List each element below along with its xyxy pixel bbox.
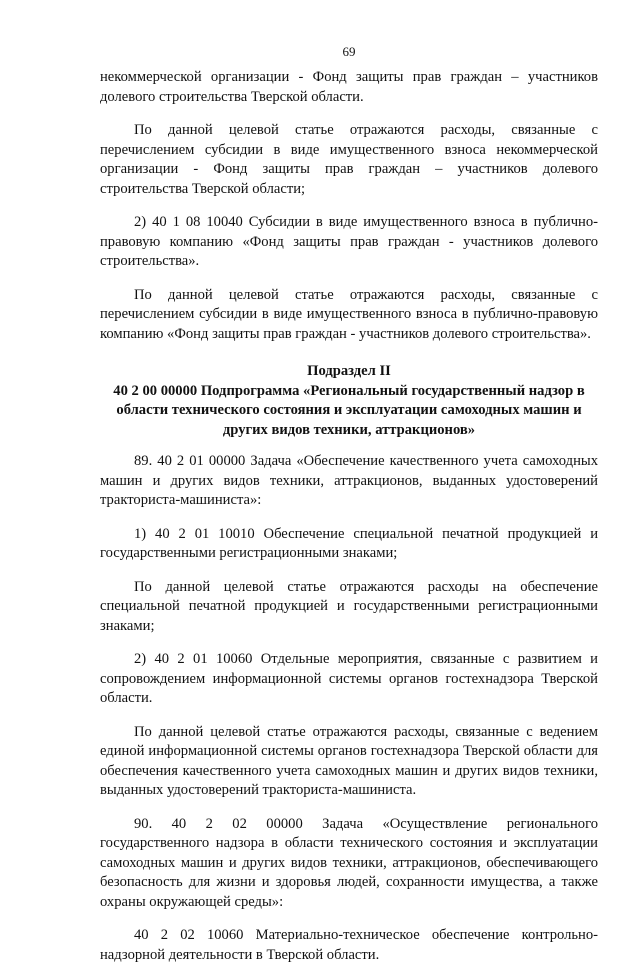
paragraph-task: 90. 40 2 02 00000 Задача «Осуществление регионального государственного надзора в области технического состояния и эксплуатации самоходных машин и других видов техники, аттракционов, обеспечивающего безопасность для жизни и здоровья людей, сохранности имущества, а также охраны окружающей среды»:: [100, 815, 598, 910]
page-number: 69: [342, 44, 356, 59]
paragraph: По данной целевой статье отражаются расходы, связанные с ведением единой информационной системы органов гостехнадзора Тверской области для обеспечения качественного учета самоходных машин и других видов техники, выданных удостоверений тракториста-машиниста.: [100, 723, 598, 798]
paragraph: По данной целевой статье отражаются расходы на обеспечение специальной печатной продукцией и государственными регистрационными знаками;: [100, 578, 598, 634]
subsection-title: Подраздел II: [307, 363, 391, 379]
paragraph-item: 1) 40 2 01 10010 Обеспечение специальной печатной продукцией и государственными регистрационными знаками;: [100, 525, 598, 561]
paragraph-continuation: некоммерческой организации - Фонд защиты прав граждан – участников долевого строительства Тверской области.: [100, 69, 598, 105]
paragraph: По данной целевой статье отражаются расходы, связанные с перечислением субсидии в виде имущественного взноса в публично-правовую компанию «Фонд защиты прав граждан - участников долевого строительства».: [100, 286, 598, 342]
paragraph-item: 2) 40 1 08 10040 Субсидии в виде имущественного взноса в публично-правовую компанию «Фонд защиты прав граждан - участников долевого строительства».: [100, 214, 598, 269]
paragraph-item: 2) 40 2 01 10060 Отдельные мероприятия, связанные с развитием и сопровождением информационной системы органов гостехнадзора Тверской области.: [100, 651, 598, 706]
paragraph-item: 40 2 02 10060 Материально-техническое обеспечение контрольно-надзорной деятельности в Тверской области.: [100, 927, 598, 963]
subprogram-title: 40 2 00 00000 Подпрограмма «Региональный государственный надзор в области технического состояния и эксплуатации самоходных машин и других видов техники, аттракционов»: [113, 382, 585, 438]
paragraph: По данной целевой статье отражаются расходы, связанные с перечислением субсидии в виде имущественного взноса некоммерческой организации - Фонд защиты прав граждан – участников долевого строительства Тверской области;: [100, 122, 598, 197]
paragraph-task: 89. 40 2 01 00000 Задача «Обеспечение качественного учета самоходных машин и других видов техники, аттракционов, выданных удостоверений тракториста-машиниста»:: [100, 453, 598, 508]
section-heading: [100, 362, 598, 440]
